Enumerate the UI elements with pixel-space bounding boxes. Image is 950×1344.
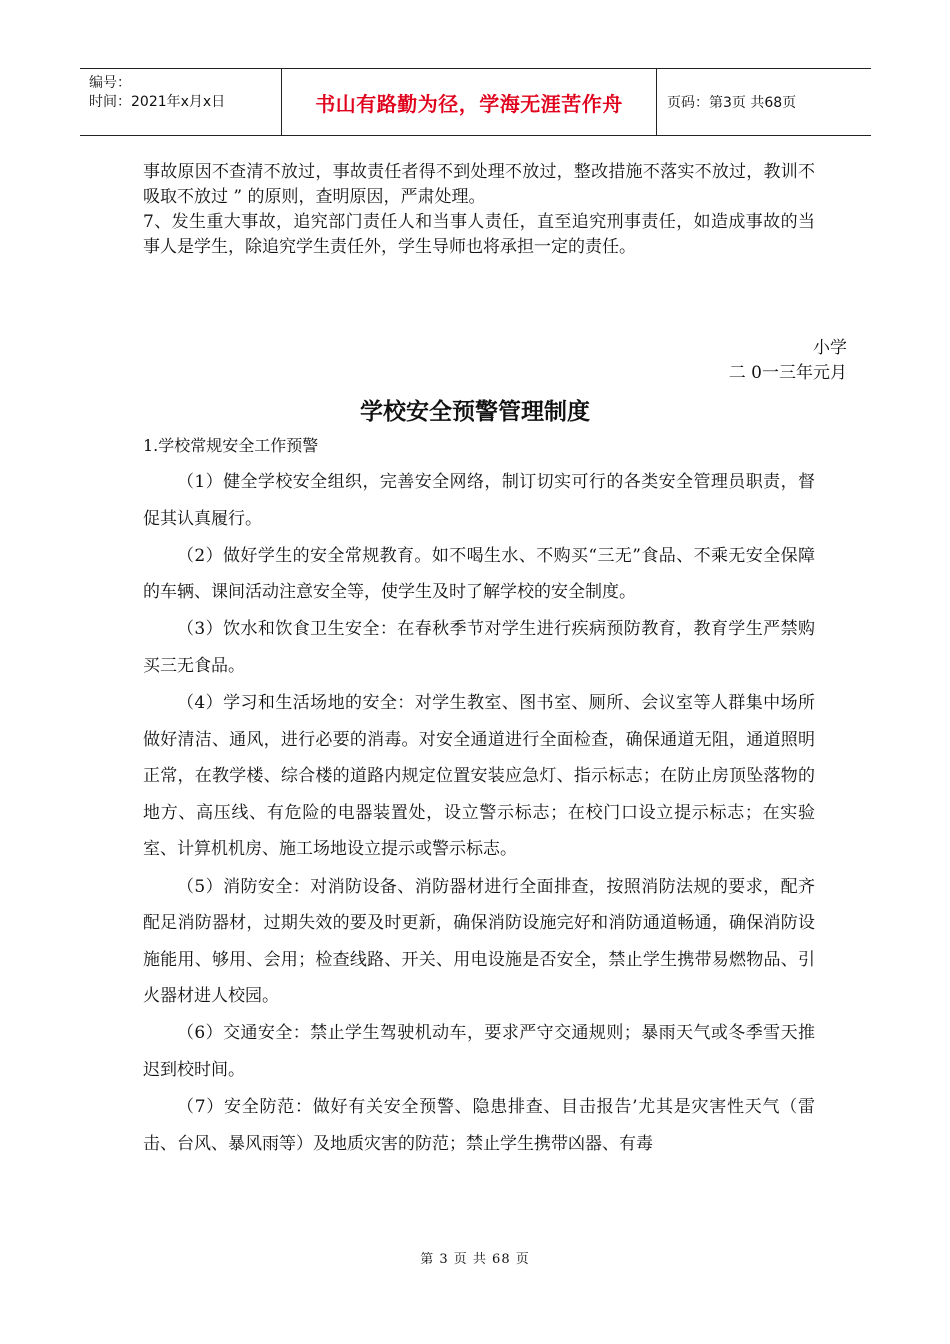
header-page-info: 页码：第3页 共68页 <box>667 95 797 111</box>
header-number-label: 编号： <box>89 75 131 91</box>
page-footer: 第 3 页 共 68 页 <box>420 1252 530 1267</box>
list-item: （5）消防安全：对消防设备、消防器材进行全面排查，按照消防法规的要求，配齐配足消防器材，过期失效的要及时更新，确保消防设施完好和消防通道畅通，确保消防设施能用、够用、会用；检查线路、开关、用电设施是否安全，禁止学生携带易燃物品、引火器材进人校园。 <box>143 876 815 1007</box>
list-item: （7）安全防范：做好有关安全预警、隐患排查、目击报告’尤其是灾害性天气（雷击、台风、暴风雨等）及地质灾害的防范；禁止学生携带凶器、有毒 <box>143 1097 815 1154</box>
intro-paragraph-a: 事故原因不查清不放过，事故责任者得不到处理不放过，整改措施不落实不放过，教训不吸取不放过 ” 的原则，查明原因，严肃处理。 <box>143 162 815 207</box>
header-meta <box>80 69 282 135</box>
signature-org: 小学 <box>813 338 847 358</box>
document-header <box>80 68 871 136</box>
list-item: （3）饮水和饮食卫生安全：在春秋季节对学生进行疾病预防教育，教育学生严禁购买三无食品。 <box>143 619 815 676</box>
document-title: 学校安全预警管理制度 <box>360 399 590 425</box>
header-slogan: 书山有路勤为径，学海无涯苦作舟 <box>282 69 657 135</box>
list-item: （1）健全学校安全组织，完善安全网络，制订切实可行的各类安全管理员职责，督促其认真履行。 <box>143 472 815 529</box>
signature-date: 二 0一三年元月 <box>728 363 847 383</box>
section-heading: 1.学校常规安全工作预警 <box>143 436 319 455</box>
list-item: （6）交通安全：禁止学生驾驶机动车，要求严守交通规则；暴雨天气或冬季雪天推迟到校时间。 <box>143 1023 815 1080</box>
item-list <box>143 464 815 1163</box>
list-item: （2）做好学生的安全常规教育。如不喝生水、不购买“三无”食品、不乘无安全保障的车辆、课间活动注意安全等，使学生及时了解学校的安全制度。 <box>143 545 815 603</box>
header-date-label: 时间：2021年x月x日 <box>89 94 226 110</box>
list-item: （4）学习和生活场地的安全：对学生教室、图书室、厕所、会议室等人群集中场所做好清洁、通风，进行必要的消毒。对安全通道进行全面检查，确保通道无阻，通道照明正常，在教学楼、综合楼的道路内规定位置安装应急灯、指示标志；在防止房顶坠落物的地方、高压线、有危险的电器装置处，设立警示标志；在校门口设立提示标志；在实验室、计算机机房、施工场地设立提示或警示标志。 <box>143 693 815 860</box>
intro-paragraph-b: 7、发生重大事故，追究部门责任人和当事人责任，直至追究刑事责任，如造成事故的当事人是学生，除追究学生责任外，学生导师也将承担一定的责任。 <box>143 212 815 257</box>
